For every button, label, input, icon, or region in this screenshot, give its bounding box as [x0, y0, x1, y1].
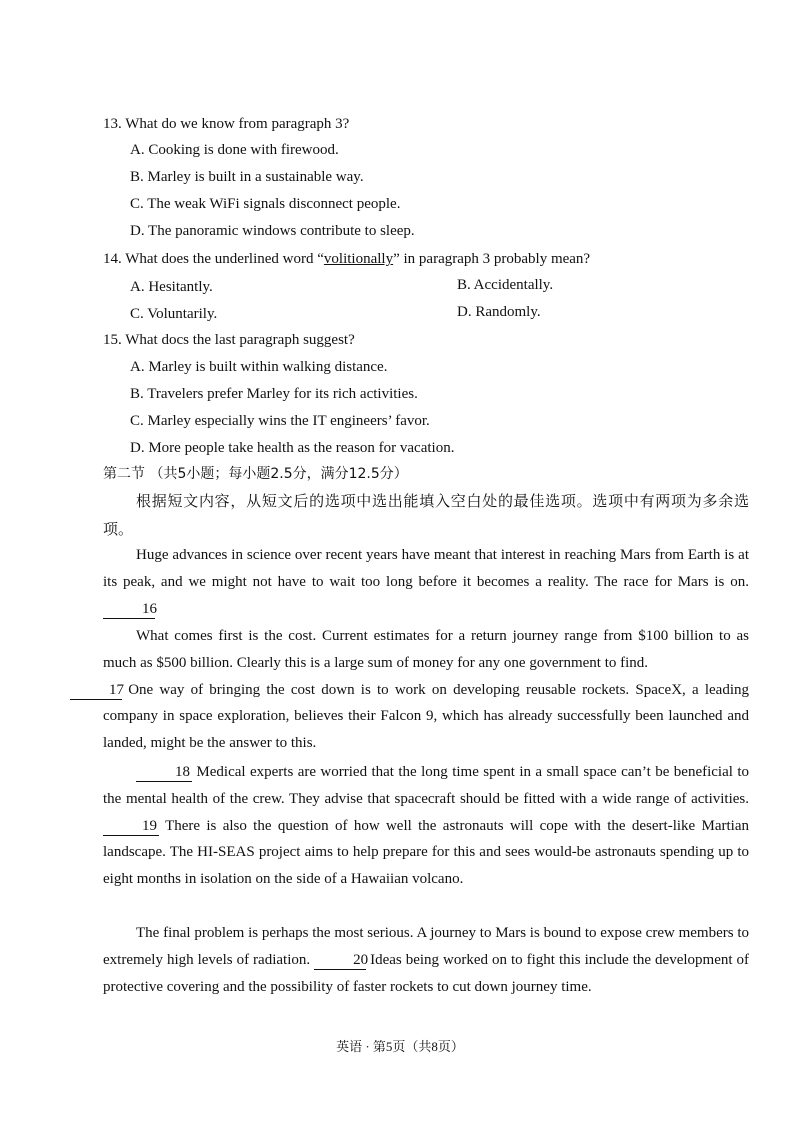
question-13-stem: 13. What do we know from paragraph 3? [103, 116, 350, 132]
question-14-stem [103, 249, 590, 269]
section-heading: 第二节 （共5小题；每小题2.5分，满分12.5分） [103, 466, 408, 482]
question-14-stem-post: ” in paragraph 3 probably mean? [393, 251, 591, 267]
question-14-option-c: C. Voluntarily. [130, 306, 218, 322]
blank-16: 16 [103, 600, 155, 619]
underlined-word: volitionally [323, 251, 394, 267]
paragraph-1-text: Huge advances in science over recent years have meant that interest in reaching Mars from Earth is at its peak, and we might not have to wait too long before it becomes a reality. The race for Mars is on. [103, 547, 749, 590]
question-15-option-c: C. Marley especially wins the IT engineers’ favor. [130, 413, 430, 429]
blank-19: 19 [103, 817, 159, 836]
question-13-option-a: A. Cooking is done with firewood. [130, 142, 339, 158]
question-15-option-b: B. Travelers prefer Marley for its rich activities. [130, 386, 418, 402]
paragraph-3-text-b: There is also the question of how well the astronauts will cope with the desert-like Martian landscape. The HI-SEAS project aims to help prepare for this and sees would-be astronauts spending up to eight months in isolation on the side of a Hawaiian volcano. [103, 817, 749, 888]
passage-paragraph-2 [103, 623, 749, 757]
question-14-stem-pre: 14. What does the underlined word “ [103, 251, 324, 267]
question-15-stem: 15. What docs the last paragraph suggest? [103, 332, 355, 348]
blank-17: 17 [70, 681, 122, 700]
question-15-option-a: A. Marley is built within walking distance. [130, 359, 388, 375]
blank-20: 20 [314, 951, 366, 970]
question-13-option-d: D. The panoramic windows contribute to sleep. [130, 223, 415, 239]
passage-paragraph-4 [103, 920, 749, 1000]
question-14-option-b: B. Accidentally. [457, 277, 554, 293]
page-footer: 英语 · 第5页（共8页） [336, 1039, 464, 1054]
passage-paragraph-3 [103, 759, 749, 893]
question-14-option-d: D. Randomly. [457, 304, 541, 320]
paragraph-4-text-b: Ideas being worked on to fight this include the development of protective covering and the possibility of faster rockets to cut down journey time. [103, 951, 750, 995]
passage-paragraph-1 [103, 542, 749, 622]
blank-18: 18 [136, 763, 192, 782]
paragraph-3-text-a: Medical experts are worried that the long time spent in a small space can’t be beneficial to the mental health of the crew. They advise that spacecraft should be fitted with a wide range of activities. [103, 764, 750, 807]
section-instructions: 根据短文内容，从短文后的选项中选出能填入空白处的最佳选项。选项中有两项为多余选项。 [103, 492, 749, 538]
paragraph-2-text-b: One way of bringing the cost down is to work on developing reusable rockets. SpaceX, a leading company in space exploration, believes their Falcon 9, which has already successfully been launched and landed, might be the answer to this. [103, 681, 750, 752]
paragraph-4-text-a: The final problem is perhaps the most serious. A journey to Mars is bound to expose crew members to extremely high levels of radiation. [103, 925, 749, 968]
question-13-option-b: B. Marley is built in a sustainable way. [130, 169, 364, 185]
question-15-option-d: D. More people take health as the reason for vacation. [130, 440, 455, 456]
question-14-option-a: A. Hesitantly. [130, 279, 213, 295]
paragraph-2-text-a: What comes first is the cost. Current estimates for a return journey range from $100 billion to as much as $500 billion. Clearly this is a large sum of money for any one government to find. [103, 628, 749, 671]
question-13-option-c: C. The weak WiFi signals disconnect people. [130, 196, 401, 212]
